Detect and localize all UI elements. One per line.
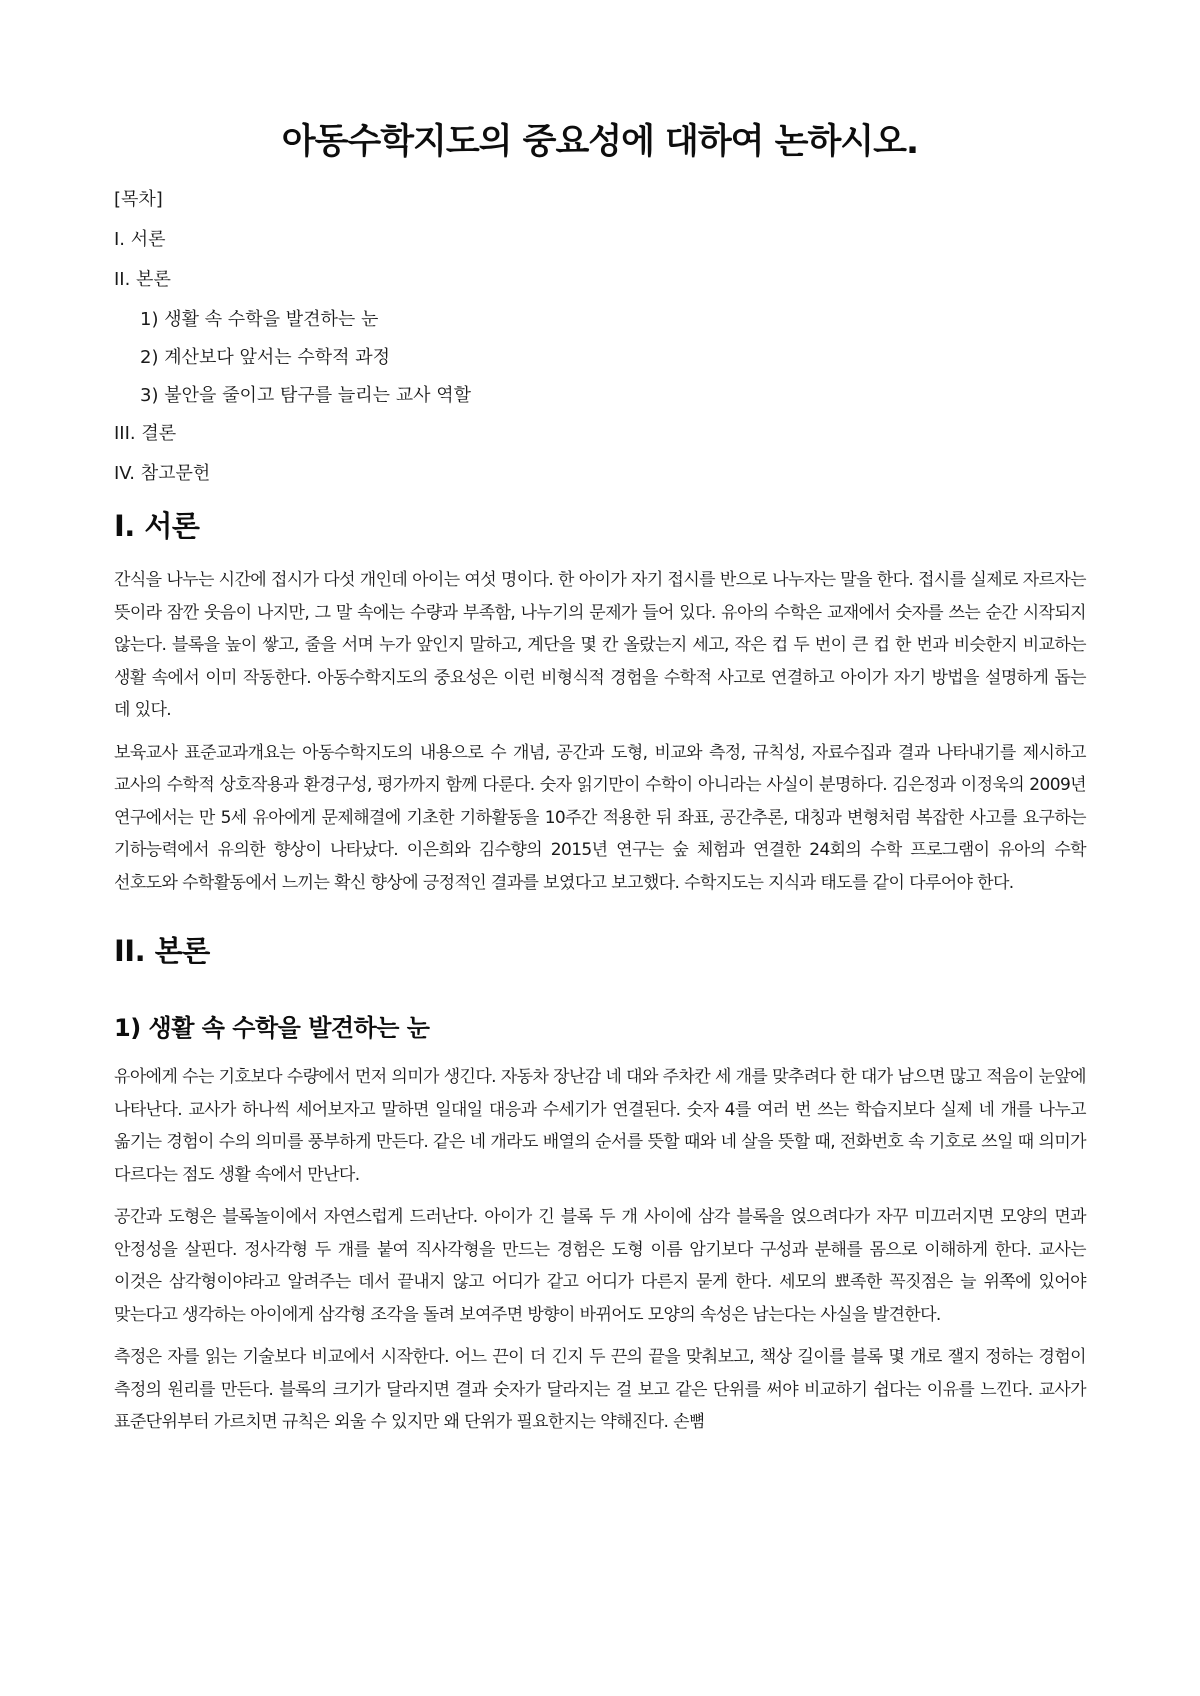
body-paragraph: 유아에게 수는 기호보다 수량에서 먼저 의미가 생긴다. 자동차 장난감 네 대와 주차칸 세 개를 맞추려다 한 대가 남으면 많고 적음이 눈앞에 나타난다. 교사가 하나씩 세어보자고 말하면 일대일 대응과 수세기가 연결된다. 숫자 4를 여러 번 쓰는 학습지보다 실제 네 개를 나누고 옮기는 경험이 수의 의미를 풍부하게 만든다. 같은 네 개라도 배열의 순서를 뜻할 때와 네 살을 뜻할 때, 전화번호 속 기호로 쓰일 때 의미가 다르다는 점도 생활 속에서 만난다. — [114, 1067, 1086, 1185]
section-heading-body: II. 본론 — [114, 934, 210, 968]
subsection-heading-1: 1) 생활 속 수학을 발견하는 눈 — [114, 1014, 430, 1042]
toc-heading: [목차] — [114, 189, 163, 210]
body-paragraph: 측정은 자를 읽는 기술보다 비교에서 시작한다. 어느 끈이 더 긴지 두 끈의 끝을 맞춰보고, 책상 길이를 블록 몇 개로 잴지 정하는 경험이 측정의 원리를 만든다. 블록의 크기가 달라지면 결과 숫자가 달라지는 걸 보고 같은 단위를 써야 비교하기 쉽다는 이유를 느낀다. 교사가 표준단위부터 가르치면 규칙은 외울 수 있지만 왜 단위가 필요한지는 약해진다. 손뼘 — [114, 1347, 1086, 1432]
toc-item-introduction: I. 서론 — [114, 229, 166, 250]
toc-subitem-1: 1) 생활 속 수학을 발견하는 눈 — [140, 309, 379, 330]
toc-item-body: II. 본론 — [114, 269, 171, 290]
intro-paragraph: 간식을 나누는 시간에 접시가 다섯 개인데 아이는 여섯 명이다. 한 아이가 자기 접시를 반으로 나누자는 말을 한다. 접시를 실제로 자르자는 뜻이라 잠깐 웃음이 나지만, 그 말 속에는 수량과 부족함, 나누기의 문제가 들어 있다. 유아의 수학은 교재에서 숫자를 쓰는 순간 시작되지 않는다. 블록을 높이 쌓고, 줄을 서며 누가 앞인지 말하고, 계단을 몇 칸 올랐는지 세고, 작은 컵 두 번이 큰 컵 한 번과 비슷한지 비교하는 생활 속에서 이미 작동한다. 아동수학지도의 중요성은 이런 비형식적 경험을 수학적 사고로 연결하고 아이가 자기 방법을 설명하게 돕는 데 있다. — [114, 570, 1086, 720]
table-of-contents — [114, 188, 1086, 486]
toc-item-references: IV. 참고문헌 — [114, 463, 211, 484]
toc-item-conclusion: III. 결론 — [114, 423, 177, 444]
document-title: 아동수학지도의 중요성에 대하여 논하시오. — [281, 122, 919, 162]
toc-subitem-2: 2) 계산보다 앞서는 수학적 과정 — [140, 347, 391, 368]
intro-paragraph: 보육교사 표준교과개요는 아동수학지도의 내용으로 수 개념, 공간과 도형, 비교와 측정, 규칙성, 자료수집과 결과 나타내기를 제시하고 교사의 수학적 상호작용과 환경구성, 평가까지 함께 다룬다. 숫자 읽기만이 수학이 아니라는 사실이 분명하다. 김은정과 이정욱의 2009년 연구에서는 만 5세 유아에게 문제해결에 기초한 기하활동을 10주간 적용한 뒤 좌표, 공간추론, 대칭과 변형처럼 복잡한 사고를 요구하는 기하능력에서 유의한 향상이 나타났다. 이은희와 김수향의 2015년 연구는 숲 체험과 연결한 24회의 수학 프로그램이 유아의 수학 선호도와 수학활동에서 느끼는 확신 향상에 긍정적인 결과를 보였다고 보고했다. 수학지도는 지식과 태도를 같이 다루어야 한다. — [114, 742, 1086, 893]
toc-subitem-3: 3) 불안을 줄이고 탐구를 늘리는 교사 역할 — [140, 385, 472, 406]
body-paragraph: 공간과 도형은 블록놀이에서 자연스럽게 드러난다. 아이가 긴 블록 두 개 사이에 삼각 블록을 얹으려다가 자꾸 미끄러지면 모양의 면과 안정성을 살핀다. 정사각형 두 개를 붙여 직사각형을 만드는 경험은 도형 이름 암기보다 구성과 분해를 몸으로 이해하게 한다. 교사는 이것은 삼각형이야라고 알려주는 데서 끝내지 않고 어디가 같고 어디가 다른지 묻게 한다. 세모의 뾰족한 꼭짓점은 늘 위쪽에 있어야 맞는다고 생각하는 아이에게 삼각형 조각을 돌려 보여주면 방향이 바뀌어도 모양의 속성은 남는다는 사실을 발견한다. — [114, 1207, 1086, 1325]
section-heading-introduction: I. 서론 — [114, 509, 200, 543]
